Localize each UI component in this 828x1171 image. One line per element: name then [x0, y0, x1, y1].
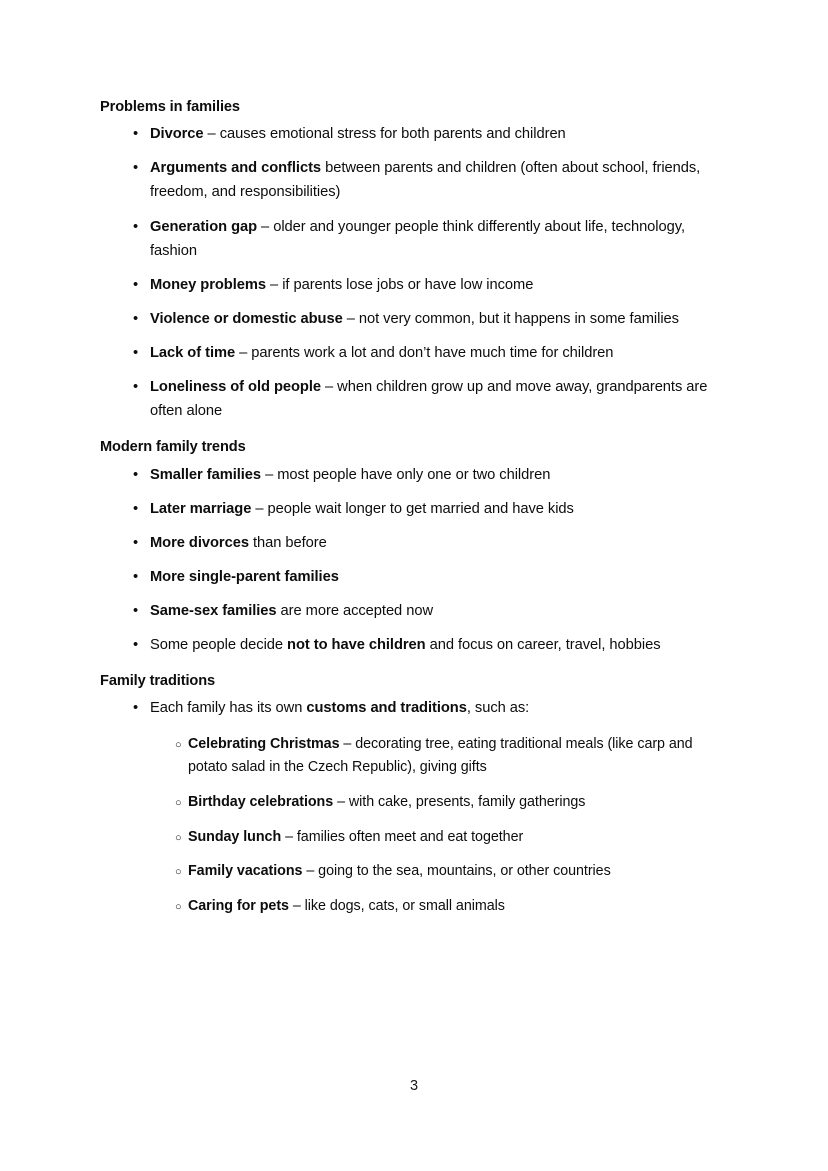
- bullet-icon: •: [133, 466, 139, 483]
- sub-list-item-term: Family vacations: [188, 863, 303, 880]
- hollow-bullet-icon: ○: [175, 797, 182, 809]
- list-item-term: More single-parent families: [150, 568, 339, 585]
- list-item: [100, 599, 732, 623]
- list-item-text: – not very common, but it happens in some families: [342, 310, 679, 327]
- list-item-term: customs and traditions: [306, 700, 467, 717]
- list-item: [100, 531, 732, 555]
- sub-list-item-text: – going to the sea, mountains, or other countries: [302, 863, 611, 880]
- list-item-term: Smaller families: [150, 466, 262, 483]
- bullet-list-family-traditions: [100, 696, 732, 918]
- list-item-term: Divorce: [150, 126, 204, 143]
- hollow-bullet-icon: ○: [175, 901, 182, 914]
- list-item: [100, 375, 732, 423]
- list-item-term: Loneliness of old people: [150, 379, 321, 396]
- page-number: 3: [409, 1078, 419, 1094]
- list-item: [100, 565, 732, 589]
- bullet-icon: •: [133, 126, 139, 143]
- list-item-term: Generation gap: [150, 218, 258, 235]
- sub-list-item-text: – families often meet and eat together: [281, 828, 524, 845]
- list-item: [100, 122, 732, 146]
- bullet-icon: •: [133, 218, 139, 235]
- list-item-term: not to have children: [287, 637, 426, 654]
- list-item-text: – older and younger people think differently about life, technology, fashion: [150, 218, 685, 259]
- list-item-term: Violence or domestic abuse: [150, 310, 343, 327]
- sub-list-item: [150, 895, 732, 919]
- bullet-icon: •: [133, 700, 139, 717]
- list-item-term: Later marriage: [150, 500, 252, 517]
- sub-list-item: [150, 860, 732, 884]
- list-item-text: – most people have only one or two children: [261, 466, 551, 483]
- sub-list-item: [150, 791, 732, 815]
- sub-list-item-text: – decorating tree, eating traditional meals (like carp and potato salad in the Czech Republic), giving gifts: [188, 735, 693, 776]
- list-item: [100, 156, 732, 204]
- list-item: [100, 273, 732, 297]
- list-item: [100, 463, 732, 487]
- hollow-bullet-icon: ○: [175, 738, 182, 751]
- section-heading-modern-family-trends: Modern family trends: [100, 439, 246, 456]
- bullet-icon: •: [133, 603, 139, 619]
- section-heading-family-traditions: Family traditions: [100, 673, 216, 690]
- sub-list-item-term: Celebrating Christmas: [188, 735, 340, 752]
- list-item-lead: Each family has its own: [150, 700, 307, 717]
- bullet-icon: •: [133, 379, 139, 396]
- list-item-text: and focus on career, travel, hobbies: [425, 637, 661, 654]
- sub-list-item-text: – like dogs, cats, or small animals: [288, 898, 505, 915]
- sub-list-item: [150, 733, 732, 780]
- list-item-text: – people wait longer to get married and have kids: [251, 500, 574, 517]
- bullet-icon: •: [133, 345, 139, 361]
- hollow-bullet-icon: ○: [175, 831, 182, 844]
- bullet-icon: •: [133, 160, 139, 177]
- sub-list-item-text: – with cake, presents, family gatherings: [333, 794, 586, 810]
- list-item-text: – when children grow up and move away, grandparents are often alone: [150, 379, 708, 420]
- bullet-icon: •: [133, 500, 139, 517]
- list-item: [100, 696, 732, 918]
- document-body: [100, 98, 732, 919]
- list-item-text: than before: [248, 534, 327, 551]
- list-item-text: – parents work a lot and don’t have much time for children: [235, 345, 614, 361]
- bullet-list-problems-in-families: [100, 122, 732, 423]
- list-item-text: – if parents lose jobs or have low income: [266, 276, 534, 293]
- bullet-icon: •: [133, 637, 139, 654]
- bullet-icon: •: [133, 568, 139, 585]
- hollow-bullet-icon: ○: [175, 866, 182, 879]
- bullet-icon: •: [133, 534, 139, 551]
- list-item-text: – causes emotional stress for both parents and children: [203, 126, 566, 143]
- list-item-term: Arguments and conflicts: [150, 160, 322, 177]
- bullet-list-modern-family-trends: [100, 463, 732, 658]
- list-item-text: between parents and children (often about school, friends, freedom, and responsibilities): [150, 160, 701, 201]
- bullet-icon: •: [133, 276, 139, 293]
- list-item-term: Money problems: [150, 276, 267, 293]
- bullet-icon: •: [133, 310, 139, 327]
- list-item-text: , such as:: [466, 700, 530, 717]
- list-item-lead: Some people decide: [150, 637, 288, 654]
- list-item-term: More divorces: [150, 534, 249, 551]
- sub-bullet-list-traditions: [150, 733, 732, 919]
- list-item-term: Same-sex families: [150, 603, 277, 619]
- sub-list-item-term: Birthday celebrations: [188, 794, 334, 810]
- list-item-term: Lack of time: [150, 345, 236, 361]
- list-item: [100, 307, 732, 331]
- list-item: [100, 215, 732, 263]
- list-item: [100, 341, 732, 365]
- section-heading-problems-in-families: Problems in families: [100, 99, 240, 115]
- sub-list-item: [150, 826, 732, 850]
- sub-list-item-term: Sunday lunch: [188, 828, 282, 845]
- list-item: [100, 633, 732, 657]
- list-item-text: are more accepted now: [276, 603, 433, 619]
- sub-list-item-term: Caring for pets: [188, 898, 289, 915]
- list-item: [100, 497, 732, 521]
